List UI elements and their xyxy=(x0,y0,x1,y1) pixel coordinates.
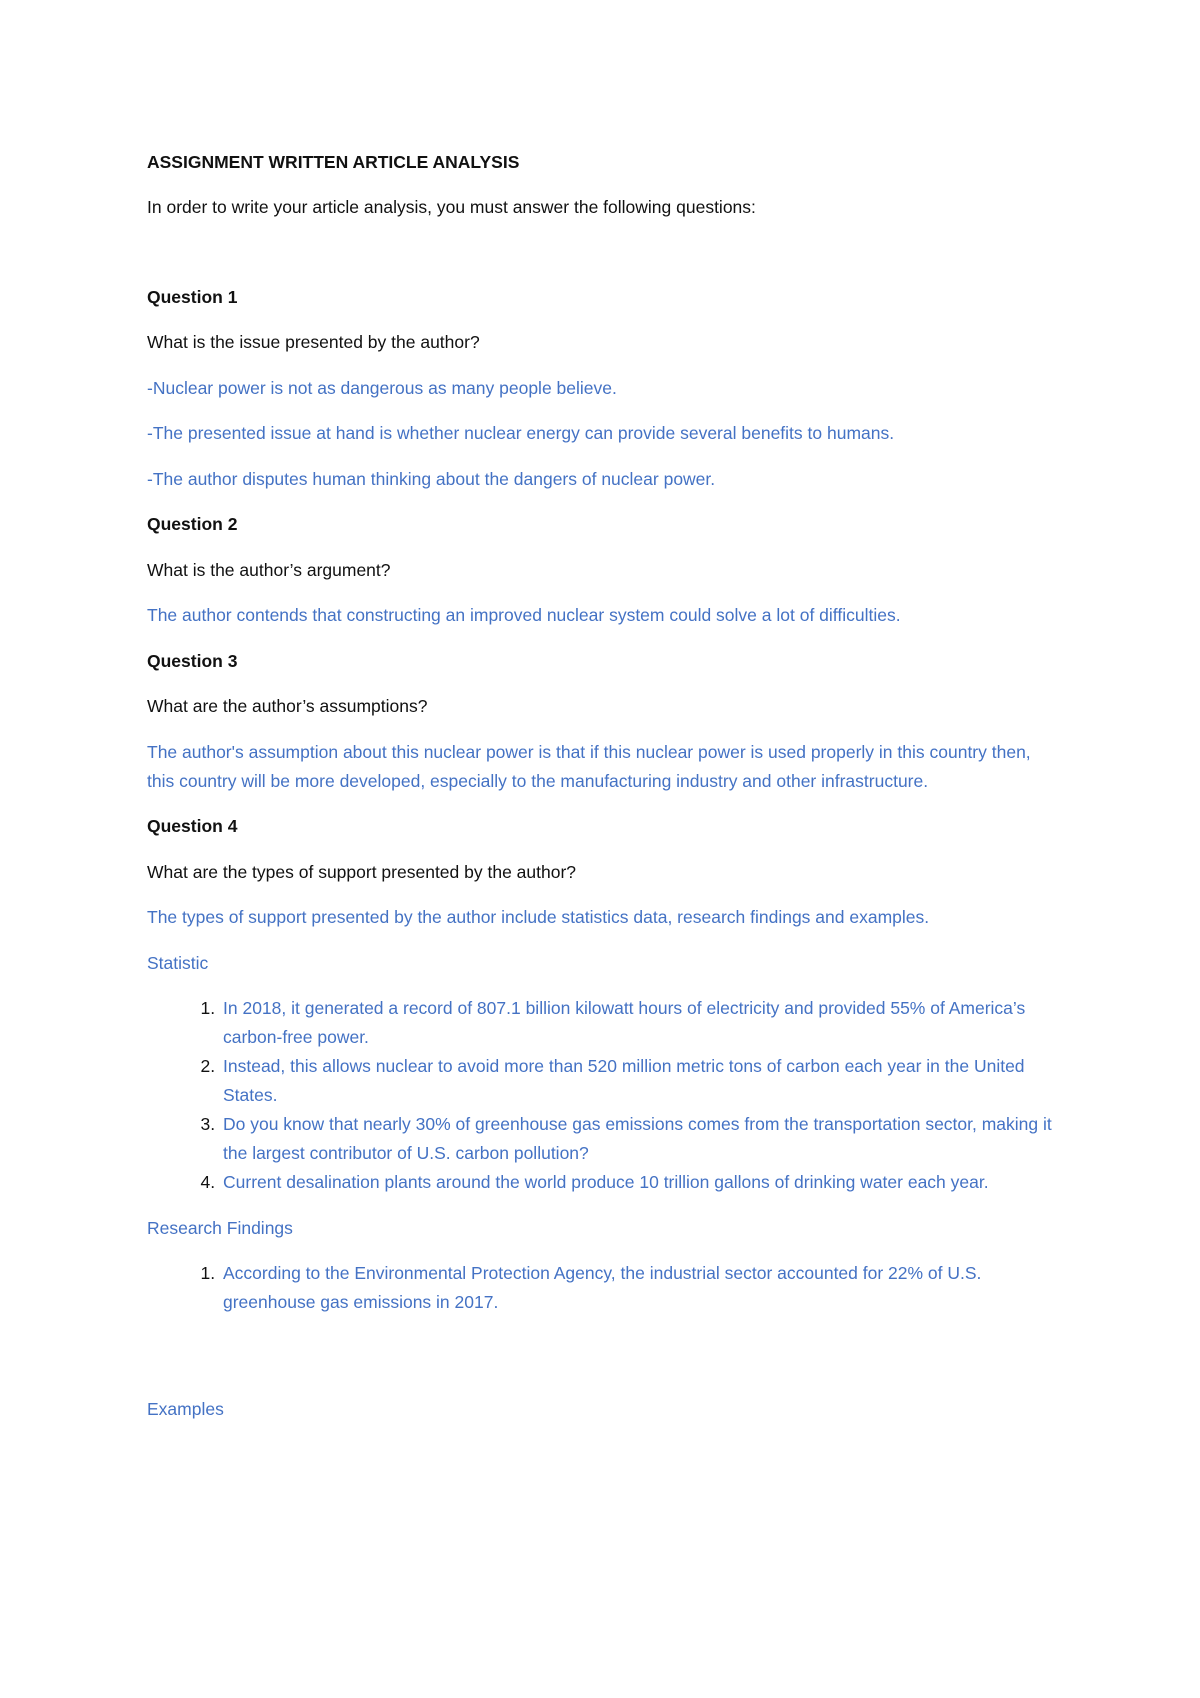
question-prompt: What is the issue presented by the author? xyxy=(147,332,480,352)
answer-text: The author contends that constructing an improved nuclear system could solve a lot of difficulties. xyxy=(147,605,901,625)
spacer xyxy=(147,239,1060,283)
question-heading: Question 3 xyxy=(147,650,238,671)
list-item: 4. Current desalination plants around the world produce 10 trillion gallons of drinking water each year. xyxy=(220,1168,1060,1197)
document-intro: In order to write your article analysis, you must answer the following questions: xyxy=(147,197,756,217)
research-findings-heading: Research Findings xyxy=(147,1217,293,1238)
statistic-list xyxy=(147,994,1060,1197)
question-1-section xyxy=(147,283,1060,494)
question-heading: Question 1 xyxy=(147,286,238,307)
question-prompt: What are the types of support presented by the author? xyxy=(147,861,577,882)
spacer xyxy=(147,1334,1060,1395)
research-findings-list xyxy=(147,1259,1060,1317)
statistic-heading: Statistic xyxy=(147,952,209,973)
list-item: 2. Instead, this allows nuclear to avoid more than 520 million metric tons of carbon each year in the United States. xyxy=(220,1052,1060,1110)
question-prompt: What is the author’s argument? xyxy=(147,559,391,580)
question-prompt: What are the author’s assumptions? xyxy=(147,696,428,716)
question-heading: Question 2 xyxy=(147,514,238,534)
examples-heading: Examples xyxy=(147,1398,224,1419)
answer-text: -The author disputes human thinking about the dangers of nuclear power. xyxy=(147,468,716,489)
list-item: 1. According to the Environmental Protection Agency, the industrial sector accounted for 22% of U.S. greenhouse gas emissions in 2017. xyxy=(220,1259,1060,1317)
question-4-section xyxy=(147,812,1060,932)
question-3-section xyxy=(147,647,1060,796)
question-heading: Question 4 xyxy=(147,816,238,836)
answer-text: -The presented issue at hand is whether nuclear energy can provide several benefits to humans. xyxy=(147,423,895,443)
answer-text: The types of support presented by the author include statistics data, research findings and examples. xyxy=(147,907,930,927)
document-title: ASSIGNMENT WRITTEN ARTICLE ANALYSIS xyxy=(147,152,520,172)
question-2-section xyxy=(147,510,1060,630)
answer-text: -Nuclear power is not as dangerous as many people believe. xyxy=(147,377,617,398)
answer-text: The author's assumption about this nuclear power is that if this nuclear power is used properly in this country then, this country will be more developed, especially to the manufacturing industry and other infrastructure. xyxy=(147,741,1031,791)
list-item: 3. Do you know that nearly 30% of greenhouse gas emissions comes from the transportation sector, making it the largest contributor of U.S. carbon pollution? xyxy=(220,1110,1060,1168)
list-item: 1. In 2018, it generated a record of 807.1 billion kilowatt hours of electricity and provided 55% of America’s carbon-free power. xyxy=(220,994,1060,1052)
